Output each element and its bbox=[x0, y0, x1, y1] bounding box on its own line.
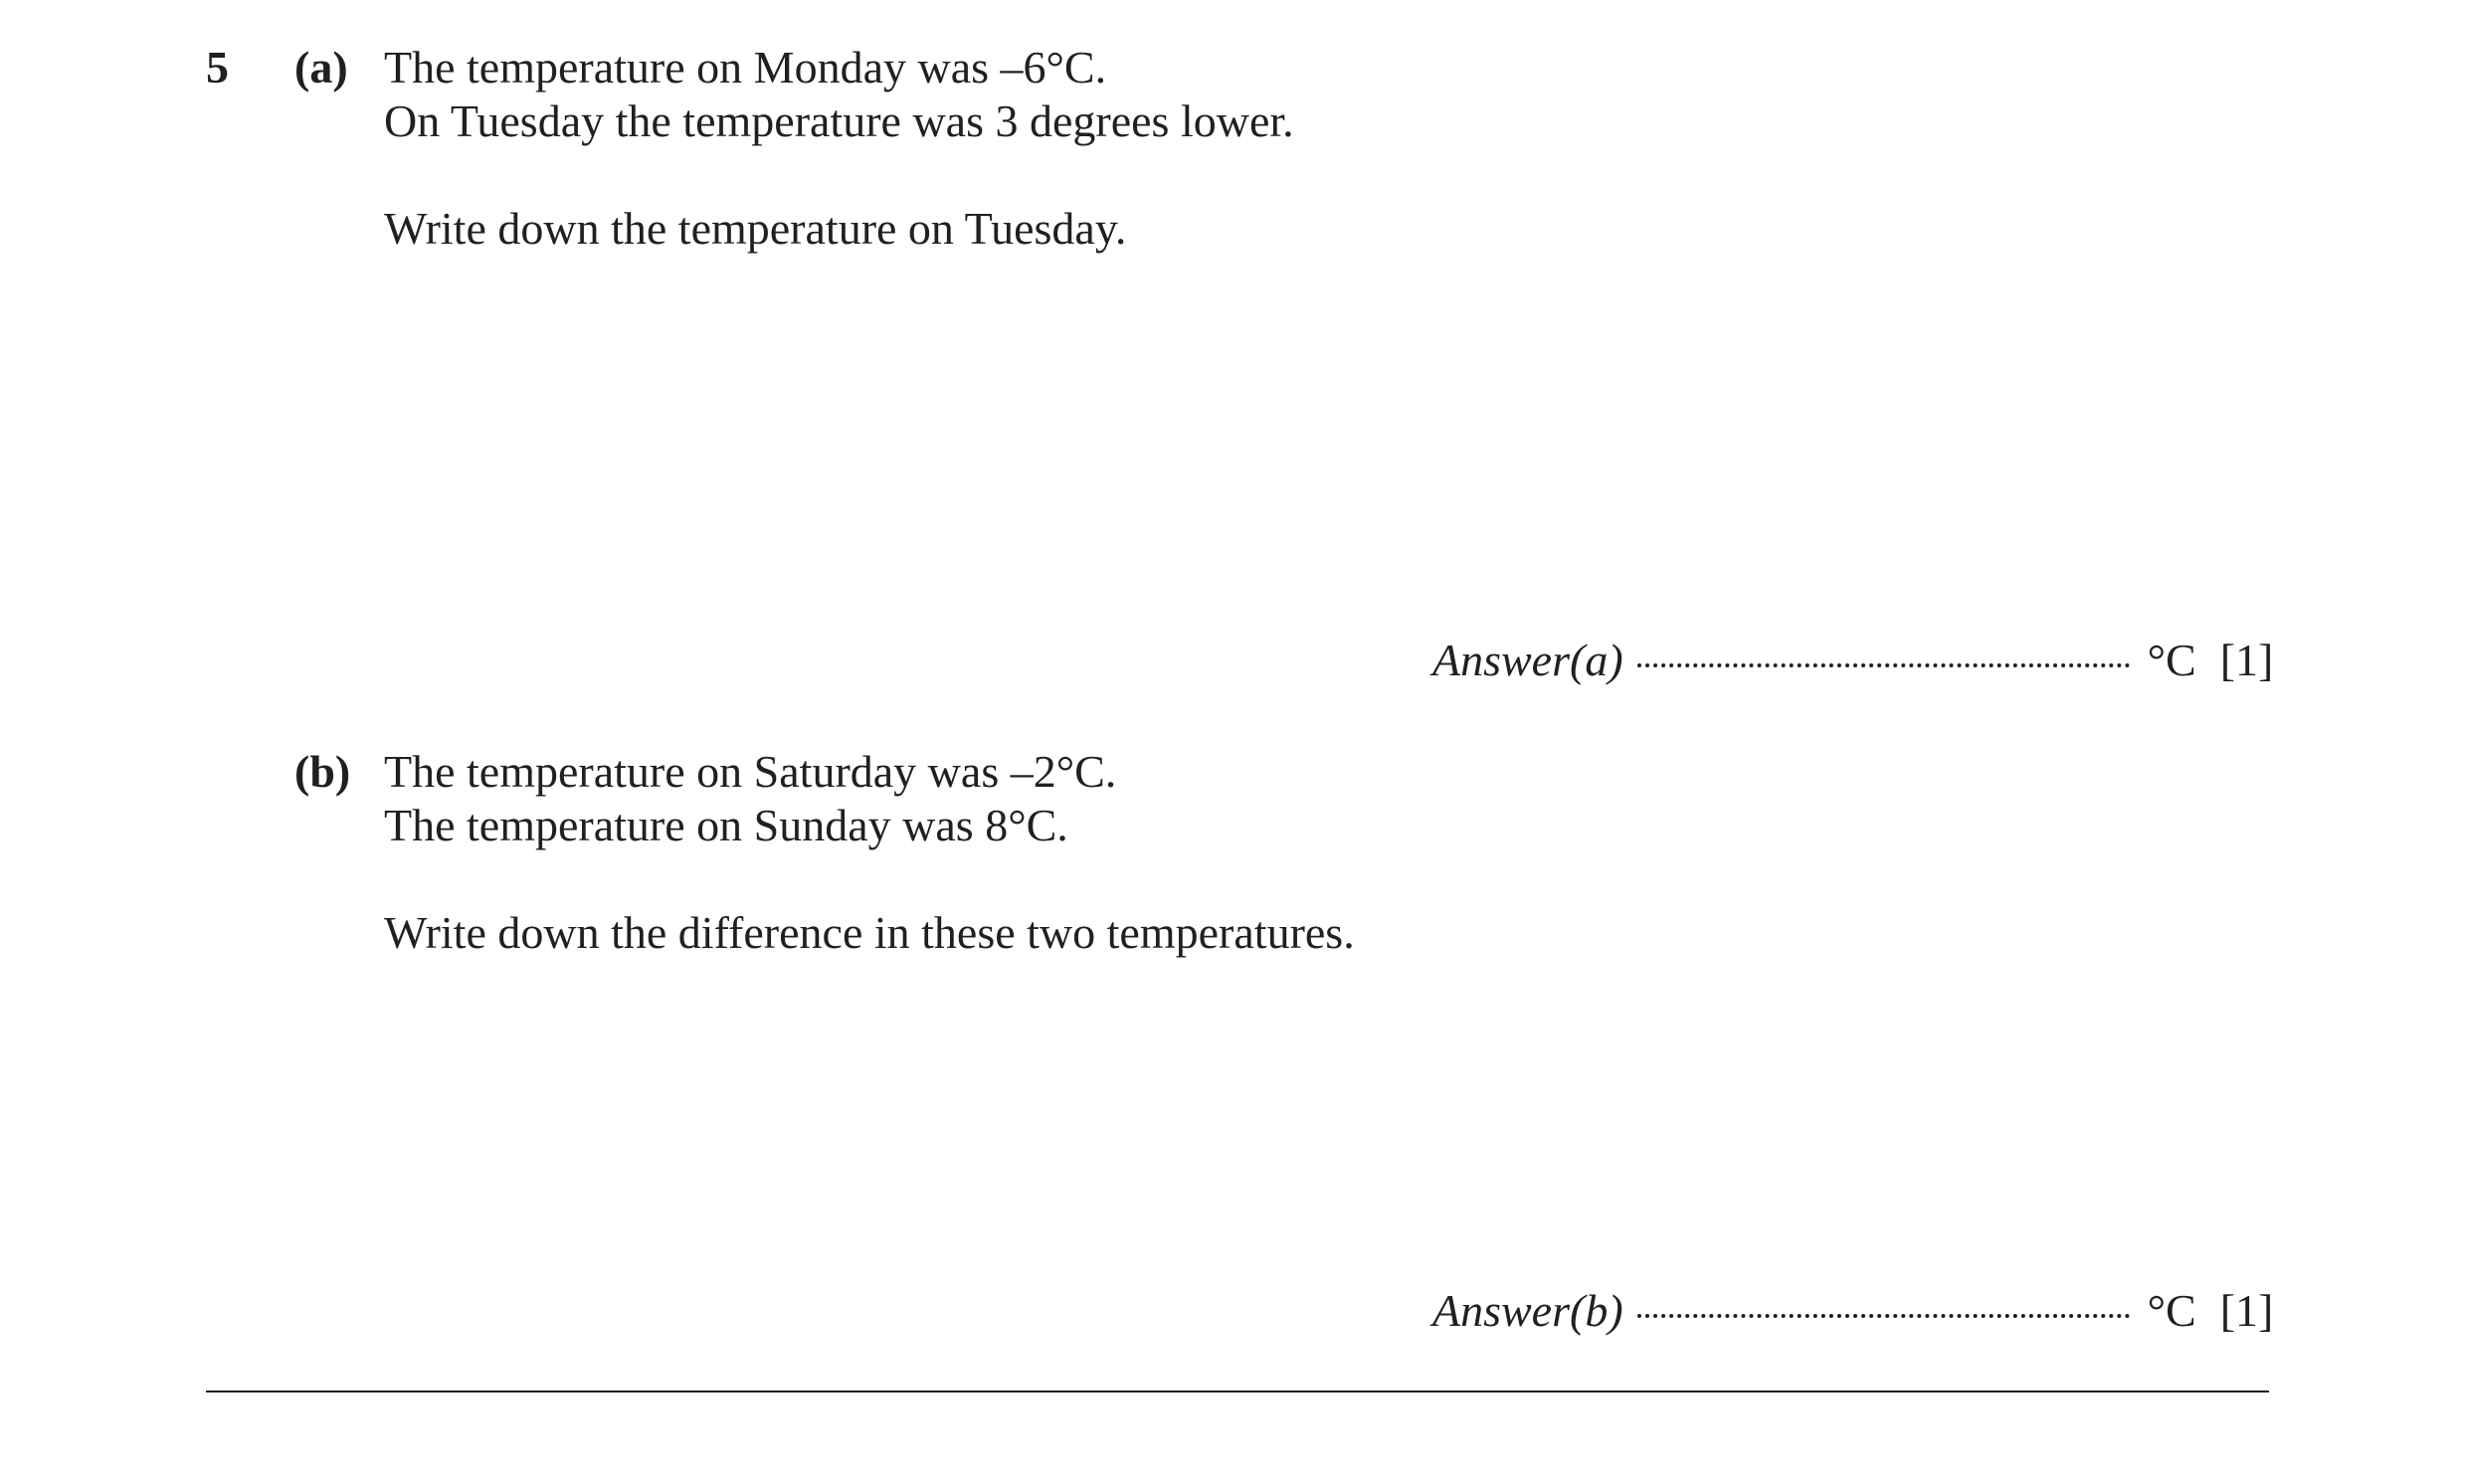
answer-a-label: Answer(a) bbox=[1432, 635, 1623, 685]
answer-b-field[interactable] bbox=[1637, 1314, 2130, 1318]
answer-b-row bbox=[1432, 1283, 2273, 1339]
part-a-instruction: Write down the temperature on Tuesday. bbox=[384, 203, 1127, 254]
part-a-line-1: The temperature on Monday was –6°C. bbox=[384, 42, 1107, 93]
answer-a-row bbox=[1432, 633, 2273, 688]
part-b-label: (b) bbox=[294, 746, 351, 797]
part-a-line-2: On Tuesday the temperature was 3 degrees lower. bbox=[384, 95, 1294, 146]
answer-a-unit: °C bbox=[2147, 635, 2196, 685]
part-b-line-2: The temperature on Sunday was 8°C. bbox=[384, 800, 1068, 850]
answer-b-unit: °C bbox=[2147, 1285, 2196, 1336]
question-number: 5 bbox=[206, 42, 229, 93]
part-b-line-1: The temperature on Saturday was –2°C. bbox=[384, 746, 1117, 797]
bottom-divider bbox=[206, 1391, 2269, 1392]
part-a-label: (a) bbox=[294, 42, 348, 93]
answer-a-marks: [1] bbox=[2219, 635, 2274, 685]
answer-b-marks: [1] bbox=[2219, 1285, 2274, 1336]
part-b-instruction: Write down the difference in these two temperatures. bbox=[384, 907, 1355, 958]
answer-b-label: Answer(b) bbox=[1432, 1285, 1623, 1336]
answer-a-field[interactable] bbox=[1637, 663, 2130, 667]
